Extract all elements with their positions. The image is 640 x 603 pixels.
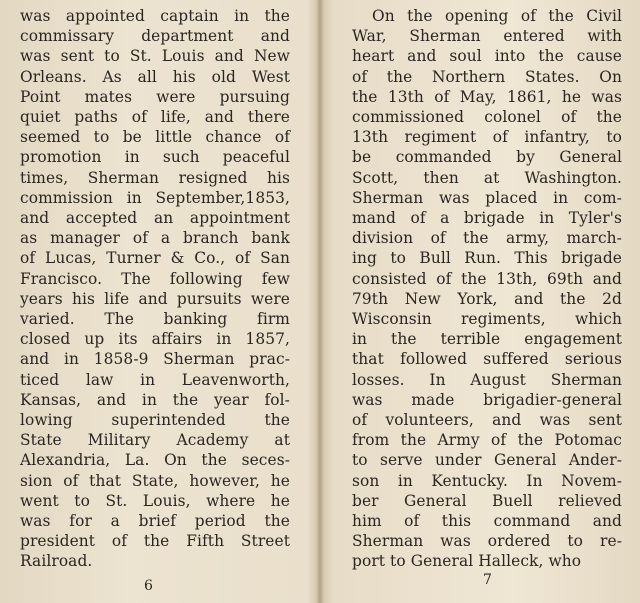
text-line: him of this command and (352, 512, 622, 531)
text-line: Alexandria, La. On the seces- (20, 451, 290, 470)
text-line: promotion in such peaceful (20, 148, 290, 167)
text-line: varied. The banking firm (20, 310, 290, 329)
text-line: Kansas, and in the year fol- (20, 390, 290, 409)
left-page-number: 6 (144, 578, 153, 594)
text-line: Wisconsin regiments, which (352, 310, 622, 329)
left-page-text (20, 6, 290, 572)
text-line: of volunteers, and was sent (352, 411, 622, 430)
text-line: was made brigadier-general (352, 390, 622, 409)
text-line: was sent to St. Louis and New (20, 47, 290, 66)
text-line: commission in September,1853, (20, 188, 290, 207)
text-line: seemed to be little chance of (20, 128, 290, 147)
text-line: of Lucas, Turner & Co., of San (20, 249, 290, 268)
text-line: sion of that State, however, he (20, 471, 290, 490)
text-line: to serve under General Ander- (352, 451, 622, 470)
text-line: closed up its affairs in 1857, (20, 330, 290, 349)
text-line: Sherman was ordered to re- (352, 532, 622, 551)
text-line: Railroad. (20, 552, 93, 571)
text-line: in the terrible engagement (352, 330, 622, 349)
text-line: went to St. Louis, where he (20, 491, 290, 510)
text-line: be commanded by General (352, 148, 622, 167)
text-line: lowing superintended the (20, 411, 290, 430)
text-line: ticed law in Leavenworth, (20, 370, 290, 389)
text-line: Francisco. The following few (20, 269, 290, 288)
text-line: president of the Fifth Street (20, 532, 290, 551)
text-line: commissioned colonel of the (352, 108, 622, 127)
text-line: times, Sherman resigned his (20, 168, 290, 187)
text-line: port to General Halleck, who (352, 552, 582, 571)
text-line: 79th New York, and the 2d (352, 289, 622, 308)
text-line: consisted of the 13th, 69th and (352, 269, 622, 288)
text-line: ber General Buell relieved (352, 491, 622, 510)
text-line: and accepted an appointment (20, 209, 290, 228)
text-line: losses. In August Sherman (352, 370, 622, 389)
text-line: son in Kentucky. In Novem- (352, 471, 622, 490)
text-line: Point mates were pursuing (20, 87, 290, 106)
text-line: as manager of a branch bank (20, 229, 290, 248)
right-page-number: 7 (483, 572, 492, 588)
text-line: that followed suffered serious (352, 350, 622, 369)
right-page-text (352, 6, 622, 572)
text-line: was for a brief period the (20, 512, 290, 531)
text-line: division of the army, march- (352, 229, 622, 248)
text-line: from the Army of the Potomac (352, 431, 622, 450)
text-line: was appointed captain in the (20, 7, 290, 25)
text-line: War, Sherman entered with (352, 27, 622, 46)
text-line: quiet paths of life, and there (20, 108, 290, 127)
text-line: commissary department and (20, 27, 290, 46)
text-line: ing to Bull Run. This brigade (352, 249, 622, 268)
text-line: Scott, then at Washington. (352, 168, 622, 187)
text-line: mand of a brigade in Tyler's (352, 209, 622, 228)
book-gutter (316, 0, 324, 603)
text-line: On the opening of the Civil (372, 7, 622, 25)
text-line: Orleans. As all his old West (20, 67, 290, 86)
text-line: years his life and pursuits were (20, 289, 290, 308)
text-line: and in 1858-9 Sherman prac- (20, 350, 290, 369)
text-line: the 13th of May, 1861, he was (352, 87, 622, 106)
text-line: of the Northern States. On (352, 67, 622, 86)
text-line: State Military Academy at (20, 431, 290, 450)
text-line: Sherman was placed in com- (352, 188, 622, 207)
text-line: heart and soul into the cause (352, 47, 622, 66)
text-line: 13th regiment of infantry, to (352, 128, 622, 147)
